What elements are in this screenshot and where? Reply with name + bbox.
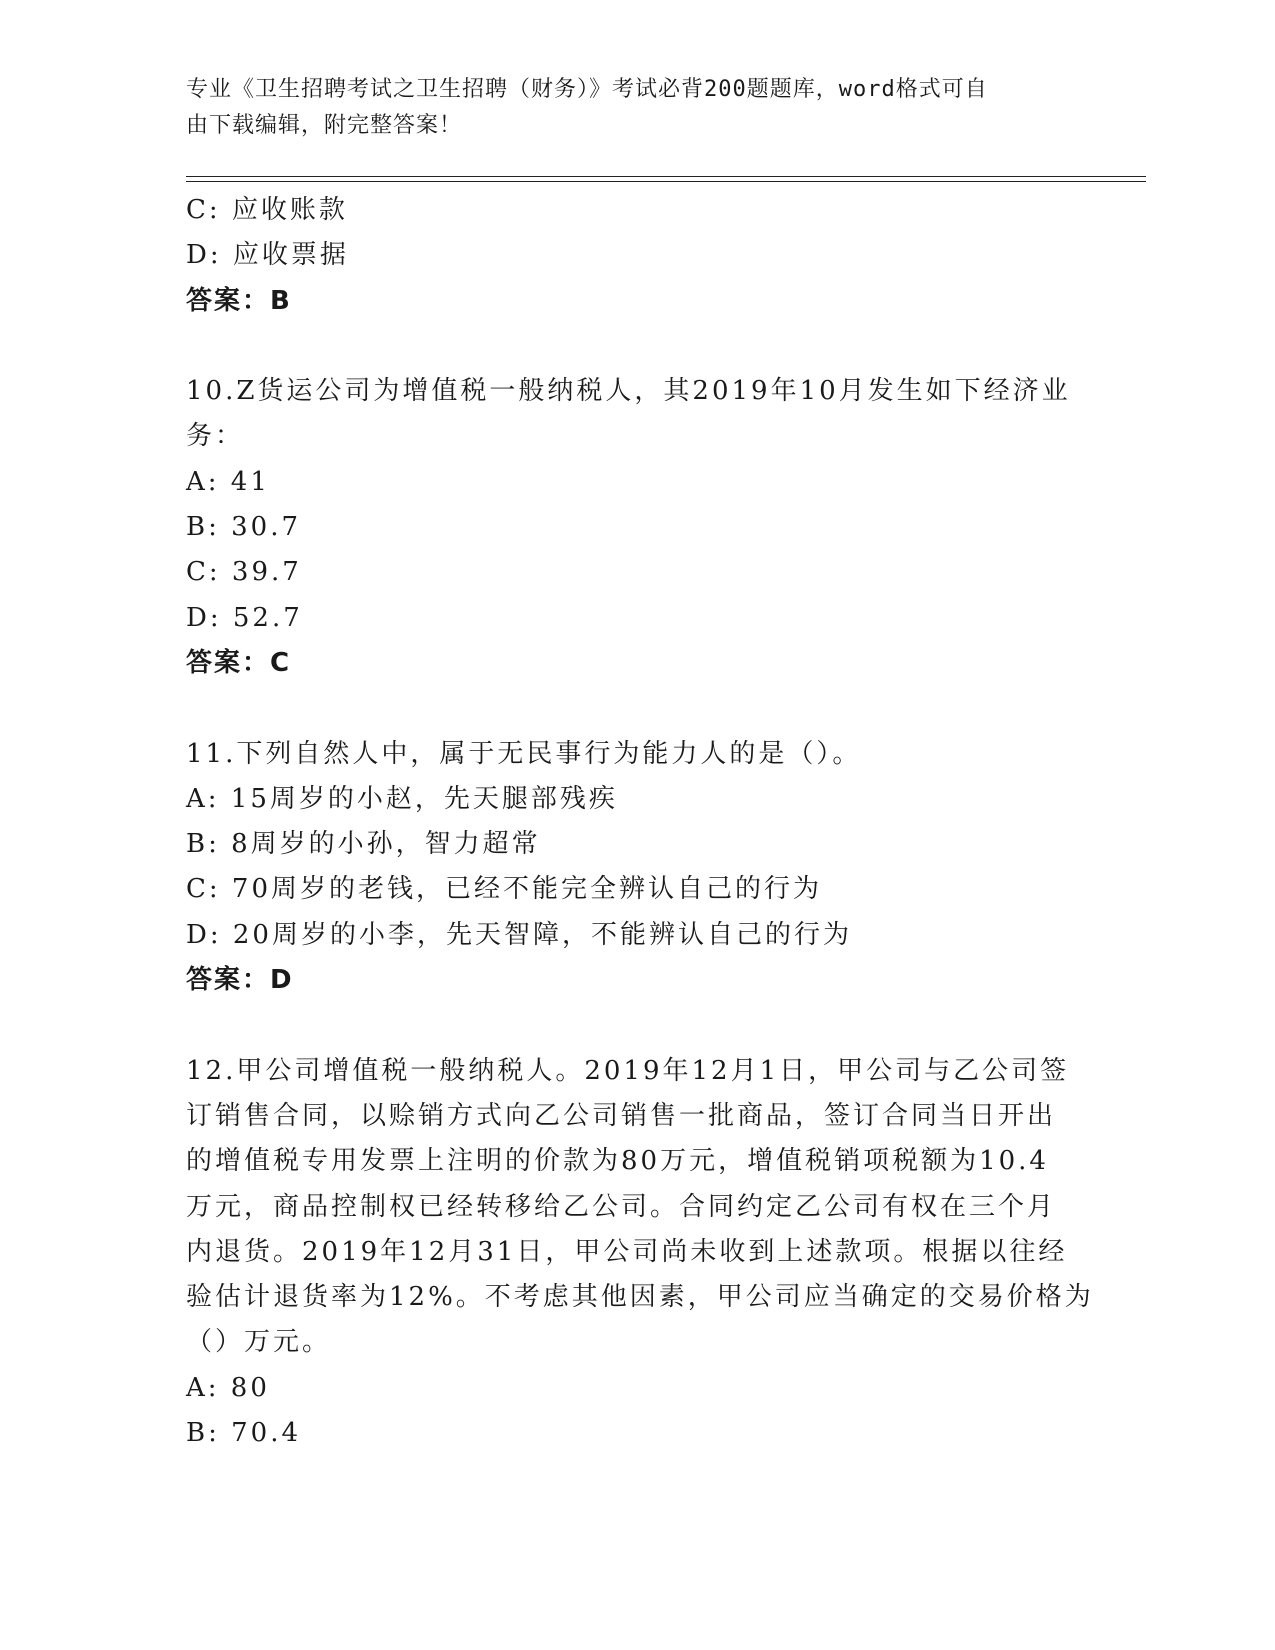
question-stem: 12.甲公司增值税一般纳税人。2019年12月1日，甲公司与乙公司签 xyxy=(186,1055,1070,1086)
option-d: D: 应收票据 xyxy=(186,240,349,271)
spacer xyxy=(186,686,1086,731)
option-a: A: 80 xyxy=(186,1372,270,1403)
question-10 xyxy=(186,369,1086,686)
question-11 xyxy=(186,732,1086,1004)
answer: 答案：D xyxy=(186,965,294,996)
question-stem: 内退货。2019年12月31日，甲公司尚未收到上述款项。根据以往经 xyxy=(186,1236,1068,1267)
spacer xyxy=(186,1003,1086,1048)
header-divider xyxy=(186,176,1146,182)
header-line-1: 专业《卫生招聘考试之卫生招聘（财务）》考试必背200题题库，word格式可自 xyxy=(186,77,988,102)
question-stem: 订销售合同，以赊销方式向乙公司销售一批商品，签订合同当日开出 xyxy=(186,1100,1057,1131)
option-b: B: 8周岁的小孙，智力超常 xyxy=(186,829,541,860)
question-list xyxy=(186,188,1094,1456)
question-9 xyxy=(186,188,1086,324)
option-d: D: 20周岁的小李，先天智障，不能辨认自己的行为 xyxy=(186,919,852,950)
question-stem: 10.Z货运公司为增值税一般纳税人，其2019年10月发生如下经济业 xyxy=(186,376,1071,407)
option-c: C: 70周岁的老钱，已经不能完全辨认自己的行为 xyxy=(186,874,823,905)
option-c: C: 应收账款 xyxy=(186,195,348,225)
option-c: C: 39.7 xyxy=(186,557,302,588)
question-stem: 验估计退货率为12%。不考虑其他因素，甲公司应当确定的交易价格为 xyxy=(186,1282,1094,1313)
question-stem: （）万元。 xyxy=(186,1327,332,1358)
header-line-2: 由下载编辑，附完整答案！ xyxy=(186,113,463,138)
spacer xyxy=(186,324,1086,369)
option-a: A: 15周岁的小赵，先天腿部残疾 xyxy=(186,783,618,814)
option-a: A: 41 xyxy=(186,466,270,497)
question-stem: 务： xyxy=(186,421,245,452)
document-header xyxy=(186,72,1066,144)
question-12 xyxy=(186,1049,1094,1457)
option-b: B: 30.7 xyxy=(186,512,302,543)
question-stem: 万元，商品控制权已经转移给乙公司。合同约定乙公司有权在三个月 xyxy=(186,1191,1057,1222)
answer: 答案：B xyxy=(186,285,292,316)
question-stem: 11.下列自然人中，属于无民事行为能力人的是（）。 xyxy=(186,738,862,769)
answer: 答案：C xyxy=(186,647,292,678)
option-b: B: 70.4 xyxy=(186,1418,302,1449)
option-d: D: 52.7 xyxy=(186,602,303,633)
question-stem: 的增值税专用发票上注明的价款为80万元，增值税销项税额为10.4 xyxy=(186,1146,1049,1177)
